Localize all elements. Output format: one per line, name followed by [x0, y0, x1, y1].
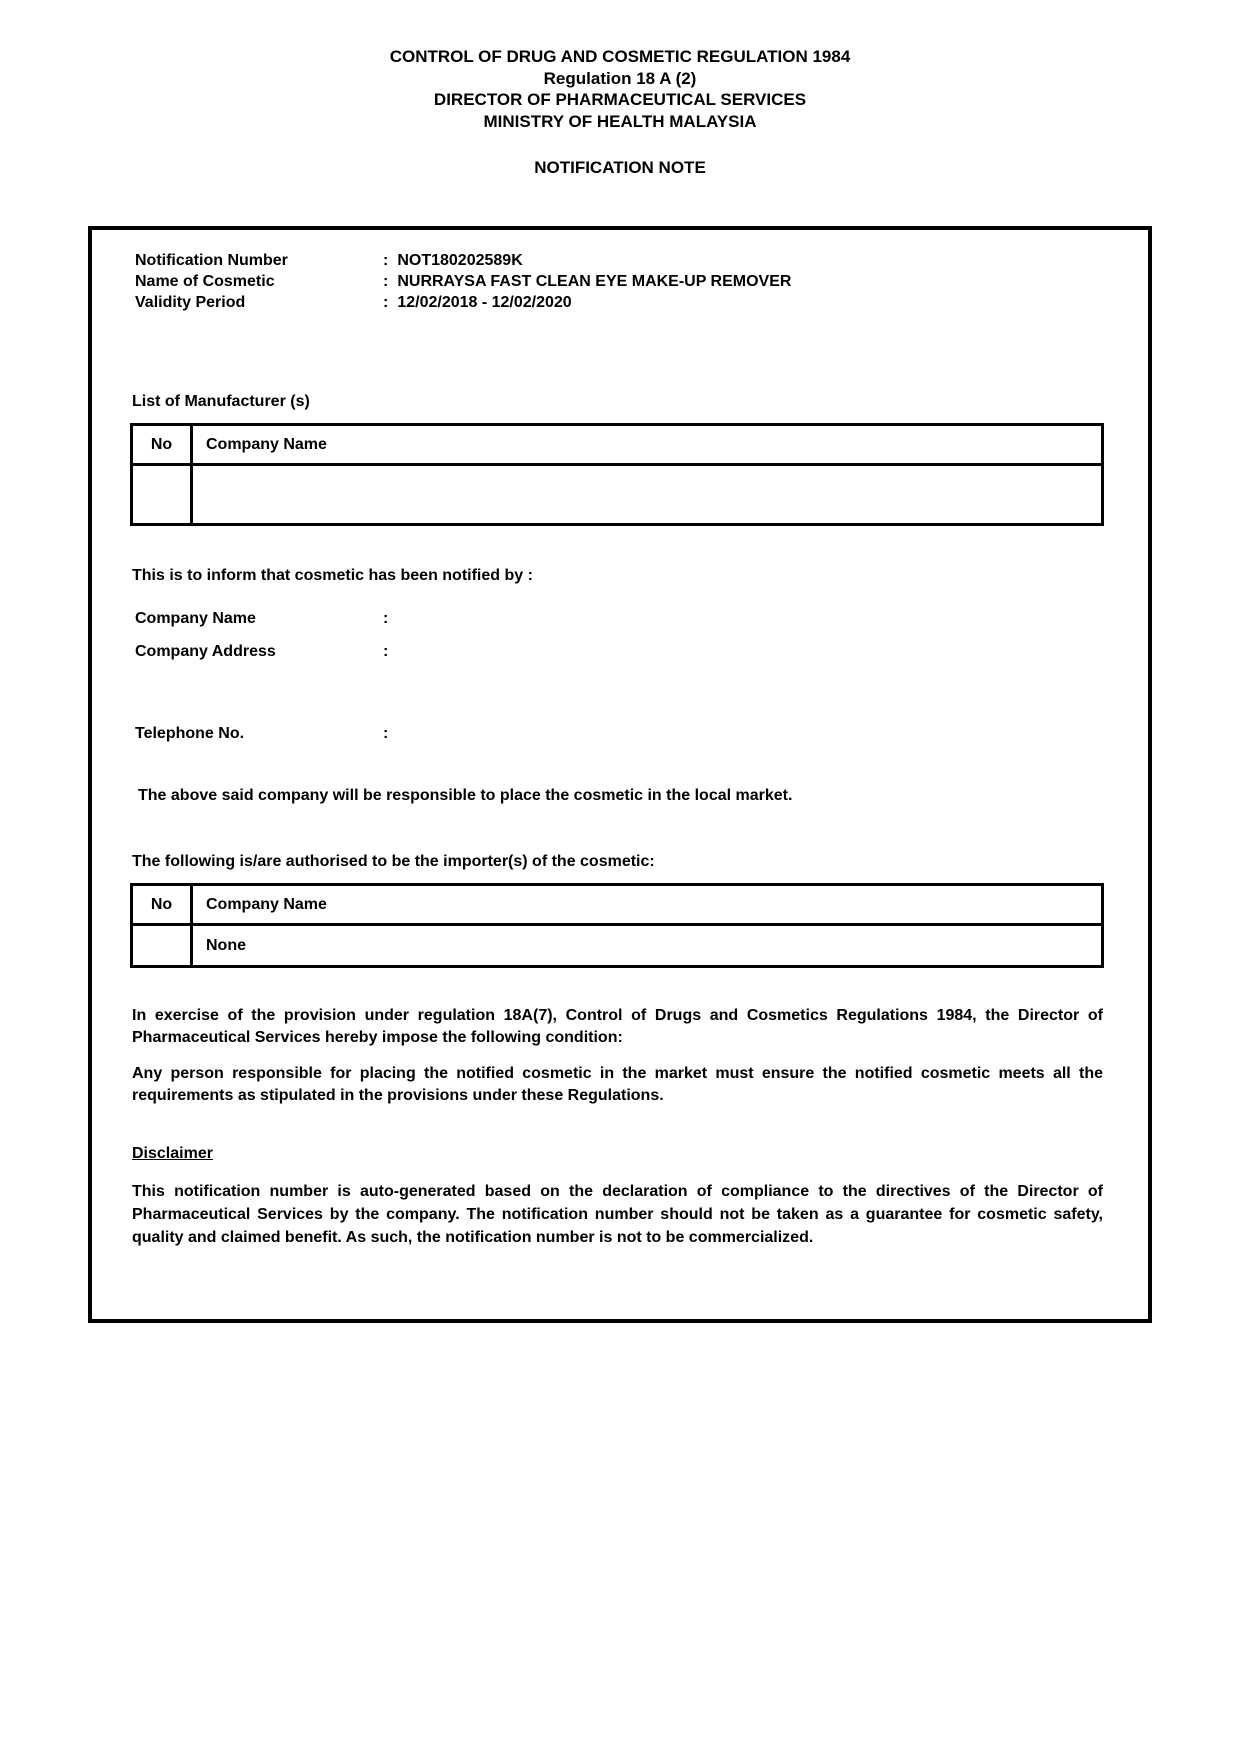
doc-header — [0, 0, 1240, 132]
importer-intro: The following is/are authorised to be the importer(s) of the cosmetic: — [132, 853, 655, 870]
company-address-row — [135, 641, 1103, 662]
manufacturer-no-header: No — [132, 425, 192, 465]
company-address-value — [388, 641, 397, 662]
notification-number-colon: : — [383, 252, 389, 269]
company-name-row — [135, 608, 1103, 629]
responsibility-note: The above said company will be responsible to place the cosmetic in the local market. — [138, 787, 793, 804]
notified-by-fields — [135, 608, 1103, 744]
importer-table — [130, 883, 1104, 968]
name-of-cosmetic-value: NURRAYSA FAST CLEAN EYE MAKE-UP REMOVER — [397, 273, 792, 290]
company-address-label: Company Address — [135, 643, 276, 660]
manufacturer-section-title: List of Manufacturer (s) — [132, 393, 310, 410]
notification-number-value: NOT180202589K — [397, 252, 523, 269]
company-name-colon: : — [383, 610, 389, 627]
importer-table-header-row — [132, 885, 1103, 925]
importer-row-company-cell: None — [192, 925, 1103, 967]
header-line-director: DIRECTOR OF PHARMACEUTICAL SERVICES — [433, 90, 807, 109]
disclaimer-body: This notification number is auto-generated based on the declaration of compliance to the directives of the Director of Pharmaceutical Services by the company. The notification number should not be taken as a guarantee for cosmetic safety, quality and claimed benefit. As such, the notification number is not to be commercialized. — [132, 1183, 1103, 1246]
notification-number-row — [135, 250, 1103, 271]
manufacturer-row-company-cell — [192, 465, 1103, 525]
telephone-no-label: Telephone No. — [135, 725, 245, 742]
condition-paragraph-2: Any person responsible for placing the notified cosmetic in the market must ensure the notified cosmetic meets all the requirements as stipulated in the provisions under these Regulations. — [132, 1065, 1103, 1104]
main-box — [88, 226, 1152, 1323]
validity-period-row — [135, 292, 1103, 313]
manufacturer-company-header: Company Name — [192, 425, 1103, 465]
company-name-label: Company Name — [135, 610, 256, 627]
notification-number-label: Notification Number — [135, 252, 288, 269]
condition-paragraph-1: In exercise of the provision under regulation 18A(7), Control of Drugs and Cosmetics Regulations 1984, the Director of Pharmaceutical Services hereby impose the following condition: — [132, 1007, 1103, 1046]
notification-info — [135, 250, 1103, 313]
header-line-regulation-clause: Regulation 18 A (2) — [543, 68, 697, 88]
notified-by-intro: This is to inform that cosmetic has been notified by : — [132, 567, 533, 584]
name-of-cosmetic-label: Name of Cosmetic — [135, 273, 275, 290]
manufacturer-table-row — [132, 465, 1103, 525]
header-line-regulation-act: CONTROL OF DRUG AND COSMETIC REGULATION 1984 — [389, 47, 851, 66]
name-of-cosmetic-row — [135, 271, 1103, 292]
manufacturer-table-header-row — [132, 425, 1103, 465]
company-address-colon: : — [383, 643, 389, 660]
validity-period-value: 12/02/2018 - 12/02/2020 — [397, 294, 572, 311]
importer-company-header: Company Name — [192, 885, 1103, 925]
manufacturer-row-no-cell — [132, 465, 192, 525]
doc-title: NOTIFICATION NOTE — [534, 158, 706, 177]
telephone-no-colon: : — [383, 725, 389, 742]
name-of-cosmetic-colon: : — [383, 273, 389, 290]
header-line-ministry: MINISTRY OF HEALTH MALAYSIA — [483, 111, 757, 131]
validity-period-label: Validity Period — [135, 294, 246, 311]
manufacturer-table — [130, 423, 1104, 526]
importer-no-header: No — [132, 885, 192, 925]
importer-row-no-cell — [132, 925, 192, 967]
importer-table-row — [132, 925, 1103, 967]
company-name-value — [388, 608, 397, 629]
disclaimer-title: Disclaimer — [132, 1145, 213, 1162]
validity-period-colon: : — [383, 294, 389, 311]
telephone-no-row — [135, 723, 1103, 744]
telephone-no-value — [388, 723, 397, 744]
